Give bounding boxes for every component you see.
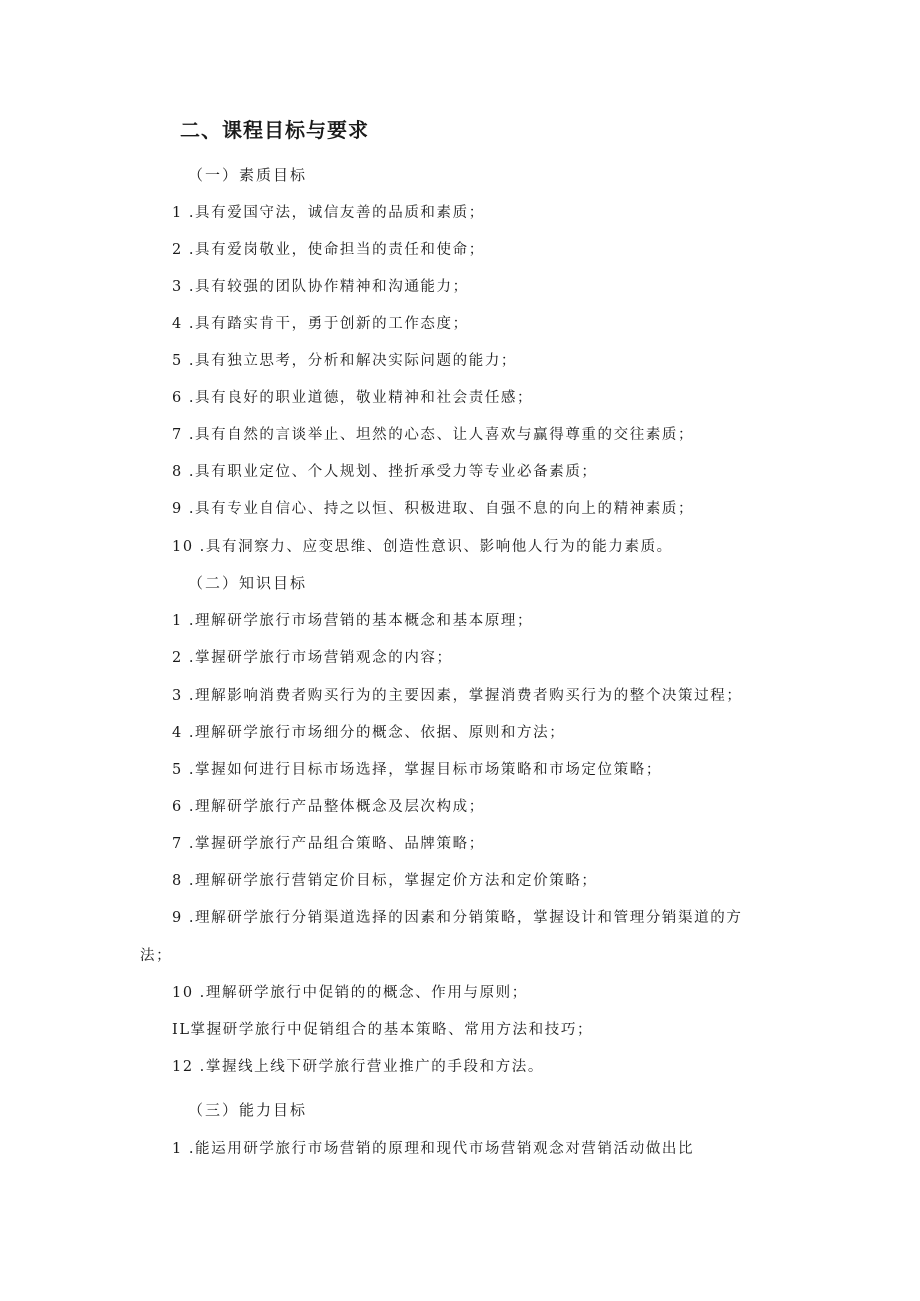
list-item: 9 .具有专业自信心、持之以恒、积极进取、自强不息的向上的精神素质； <box>172 501 695 517</box>
list-item: 7 .具有自然的言谈举止、坦然的心态、让人喜欢与赢得尊重的交往素质； <box>172 427 695 443</box>
list-item: 7 .掌握研学旅行产品组合策略、品牌策略； <box>172 836 485 852</box>
list-item: 2 .掌握研学旅行市场营销观念的内容； <box>172 650 453 666</box>
list-item: 1 .能运用研学旅行市场营销的原理和现代市场营销观念对营销活动做出比 <box>172 1141 695 1157</box>
section-heading-quality: （一）素质目标 <box>188 166 308 184</box>
section-heading-ability: （三）能力目标 <box>188 1101 308 1119</box>
list-item-continuation: 法； <box>140 948 173 964</box>
list-item: 10 .理解研学旅行中促销的的概念、作用与原则； <box>172 985 528 1001</box>
list-item: 5 .具有独立思考，分析和解决实际问题的能力； <box>172 353 518 369</box>
list-item: 1 .理解研学旅行市场营销的基本概念和基本原理； <box>172 613 534 629</box>
list-item: 12 .掌握线上线下研学旅行营业推广的手段和方法。 <box>172 1059 544 1075</box>
list-item: 6 .具有良好的职业道德，敬业精神和社会责任感； <box>172 390 534 406</box>
list-item: 2 .具有爱岗敬业，使命担当的责任和使命； <box>172 242 485 258</box>
list-item: 8 .具有职业定位、个人规划、挫折承受力等专业必备素质； <box>172 464 598 480</box>
list-item: 8 .理解研学旅行营销定价目标，掌握定价方法和定价策略； <box>172 873 598 889</box>
list-item: 3 .具有较强的团队协作精神和沟通能力； <box>172 279 469 295</box>
list-item: IL掌握研学旅行中促销组合的基本策略、常用方法和技巧； <box>172 1022 594 1038</box>
list-item: 3 .理解影响消费者购买行为的主要因素，掌握消费者购买行为的整个决策过程； <box>172 688 743 704</box>
list-item: 1 .具有爱国守法，诚信友善的品质和素质； <box>172 205 485 221</box>
section-heading-knowledge: （二）知识目标 <box>188 574 308 592</box>
list-item: 4 .具有踏实肯干，勇于创新的工作态度； <box>172 316 469 332</box>
page-title: 二、课程目标与要求 <box>180 118 369 142</box>
list-item: 5 .掌握如何进行目标市场选择，掌握目标市场策略和市场定位策略； <box>172 762 662 778</box>
list-item: 9 .理解研学旅行分销渠道选择的因素和分销策略，掌握设计和管理分销渠道的方 <box>172 910 743 926</box>
list-item: 4 .理解研学旅行市场细分的概念、依据、原则和方法； <box>172 725 566 741</box>
list-item: 6 .理解研学旅行产品整体概念及层次构成； <box>172 799 485 815</box>
list-item: 10 .具有洞察力、应变思维、创造性意识、影响他人行为的能力素质。 <box>172 539 673 555</box>
